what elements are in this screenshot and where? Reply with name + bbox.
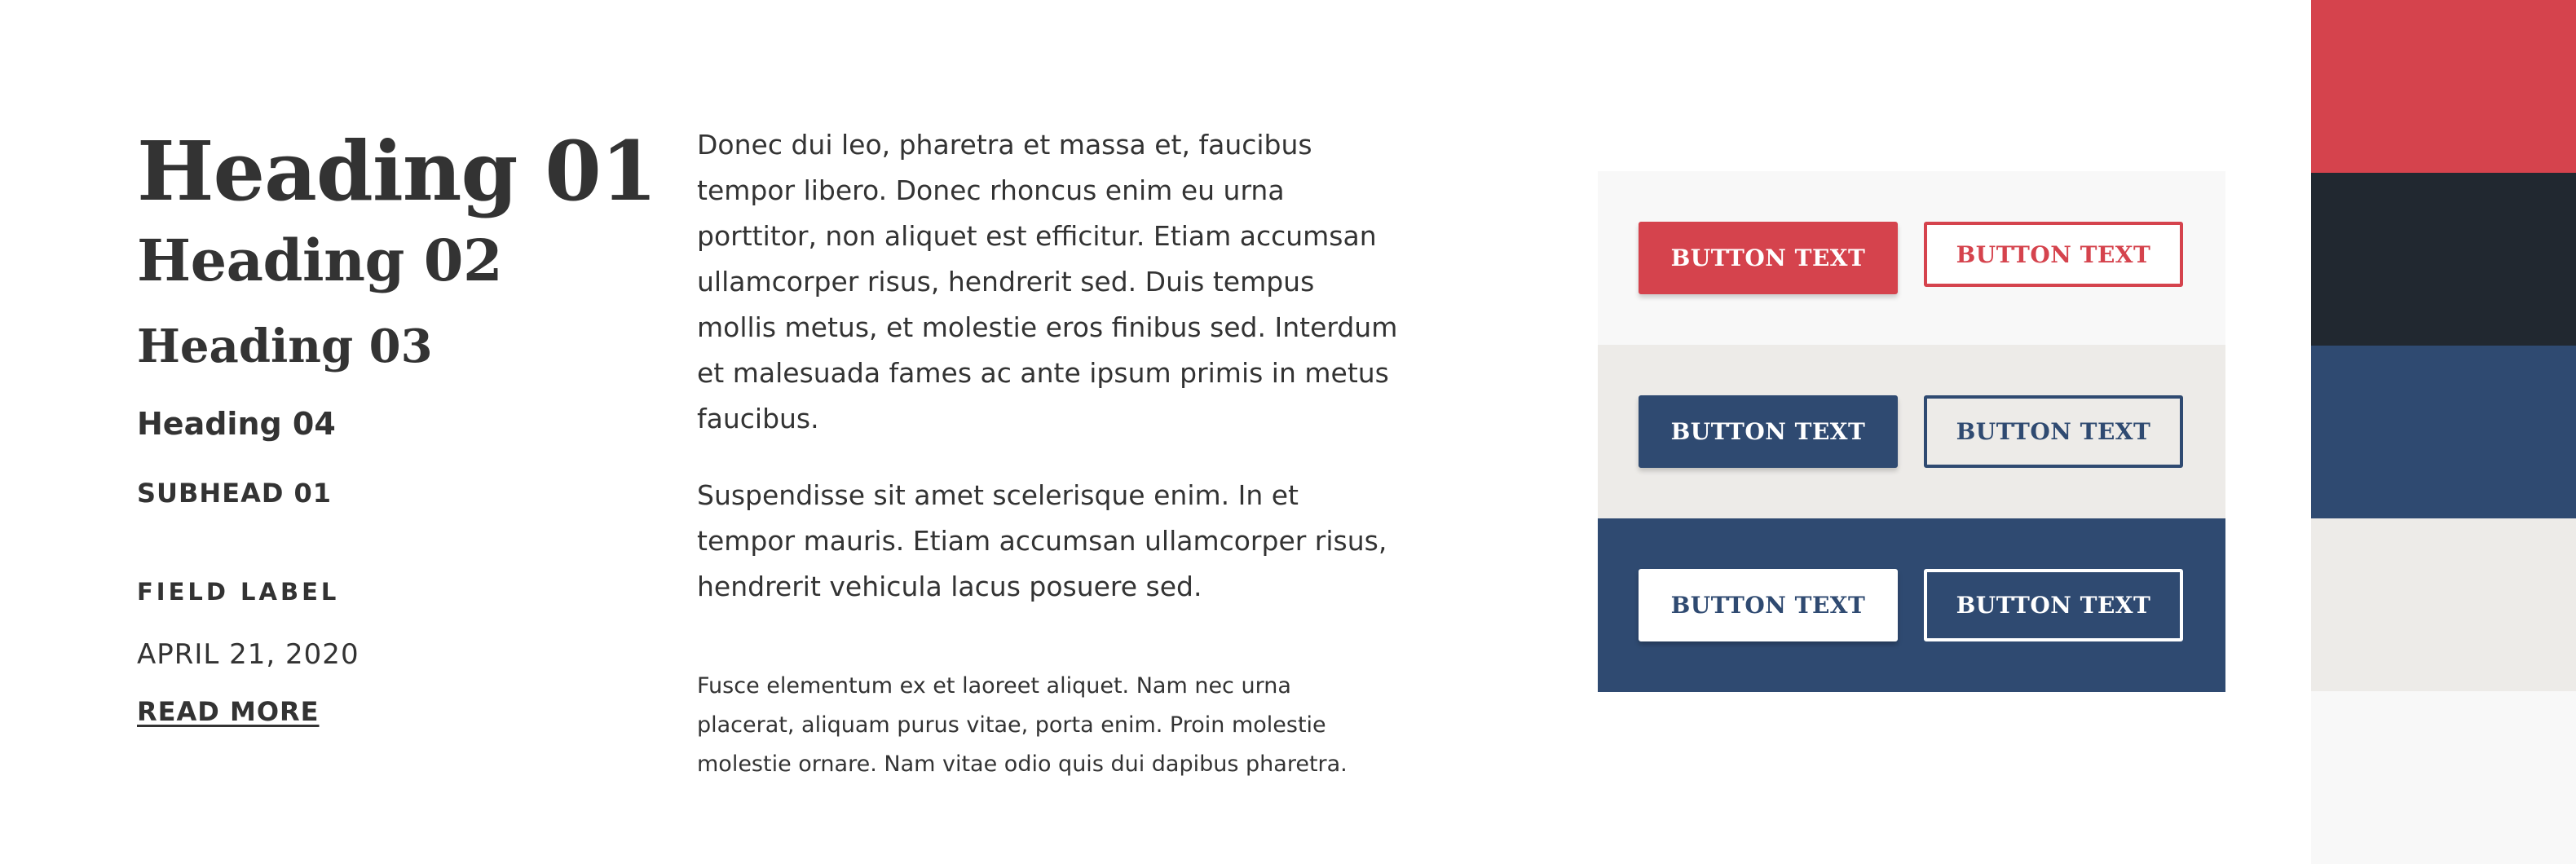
- swatch-red: [2311, 0, 2576, 173]
- swatch-beige: [2311, 518, 2576, 691]
- outline-white-button[interactable]: BUTTON TEXT: [1924, 569, 2183, 641]
- button-styles-panel: [1598, 171, 2225, 692]
- button-row-light: [1598, 171, 2225, 345]
- swatch-dark: [2311, 173, 2576, 346]
- heading-02: Heading 02: [137, 227, 503, 294]
- body-paragraph-2: Suspendisse sit amet scelerisque enim. In et tempor mauris. Etiam accumsan ullamcorper risus, hendrerit vehicula lacus posuere sed.: [697, 479, 1387, 602]
- primary-red-button[interactable]: BUTTON TEXT: [1639, 222, 1898, 294]
- heading-01: Heading 01: [137, 123, 657, 219]
- typography-column: [137, 0, 659, 864]
- paragraph-column: [697, 122, 1398, 784]
- outline-red-button[interactable]: BUTTON TEXT: [1924, 222, 2183, 287]
- body-paragraph-1: Donec dui leo, pharetra et massa et, faucibus tempor libero. Donec rhoncus enim eu urna porttitor, non aliquet est efficitur. Etiam accumsan ullamcorper risus, hendrerit sed. Duis tempus mollis metus, et molestie eros finibus sed. Interdum et malesuada fames ac ante ipsum primis in metus faucibus.: [697, 129, 1398, 434]
- outline-navy-button[interactable]: BUTTON TEXT: [1924, 395, 2183, 468]
- color-palette: [2311, 0, 2576, 864]
- heading-03: Heading 03: [137, 320, 433, 373]
- read-more-link[interactable]: READ MORE: [137, 696, 320, 727]
- heading-04: Heading 04: [137, 406, 336, 442]
- button-row-beige: [1598, 345, 2225, 518]
- button-row-navy: [1598, 518, 2225, 692]
- field-label: FIELD LABEL: [137, 578, 340, 606]
- swatch-light: [2311, 691, 2576, 864]
- subhead-01: SUBHEAD 01: [137, 478, 333, 509]
- date-text: APRIL 21, 2020: [137, 638, 359, 671]
- primary-white-button[interactable]: BUTTON TEXT: [1639, 569, 1898, 641]
- small-paragraph: Fusce elementum ex et laoreet aliquet. Nam nec urna placerat, aliquam purus vitae, porta enim. Proin molestie molestie ornare. Nam vitae odio quis dui dapibus pharetra.: [697, 673, 1348, 777]
- primary-navy-button[interactable]: BUTTON TEXT: [1639, 395, 1898, 468]
- swatch-navy: [2311, 346, 2576, 518]
